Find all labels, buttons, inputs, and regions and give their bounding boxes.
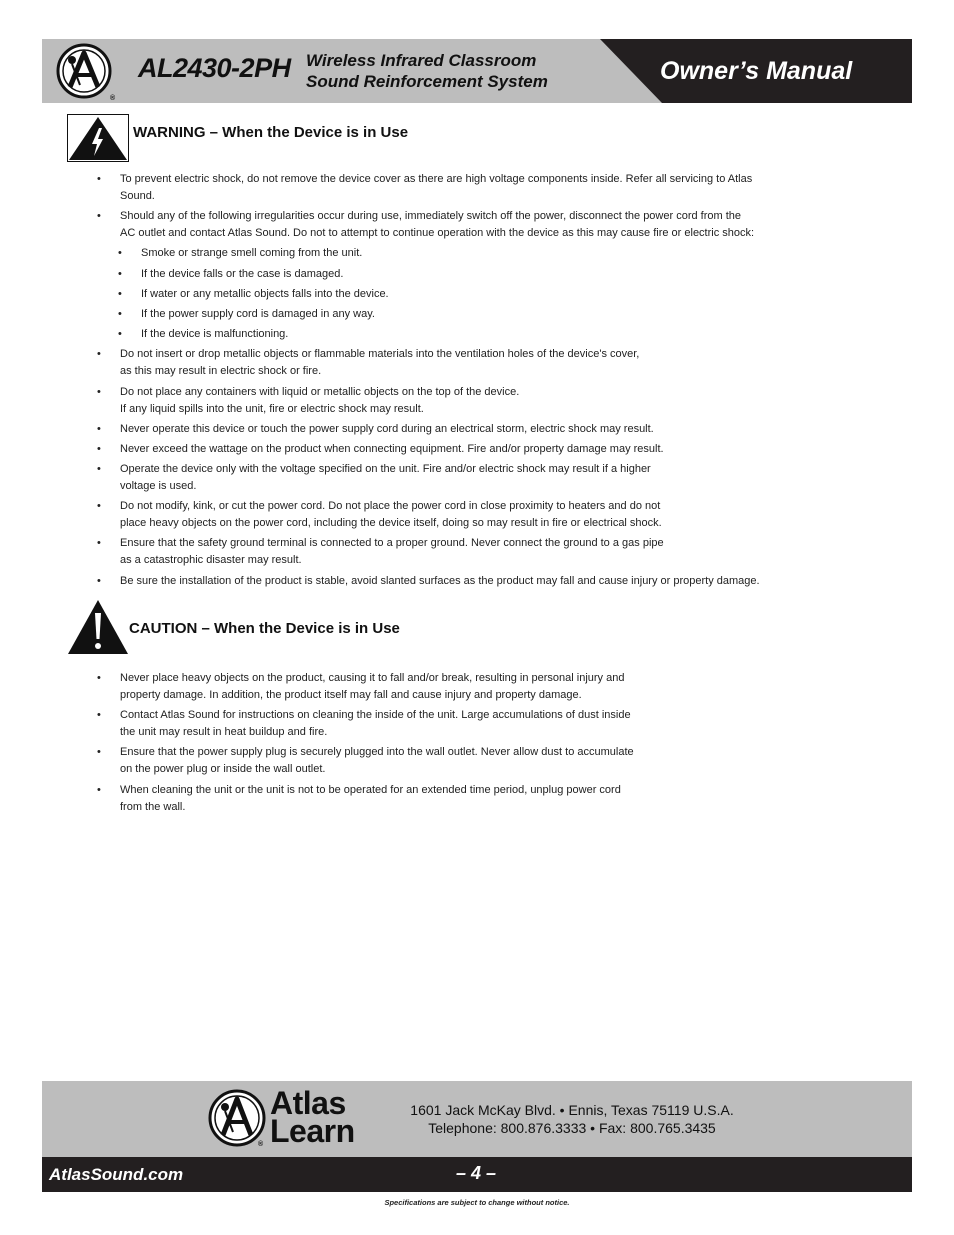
list-item bbox=[96, 171, 760, 205]
warning-list bbox=[96, 171, 760, 593]
registered-mark: ® bbox=[110, 95, 116, 102]
address-line: 1601 Jack McKay Blvd. • Ennis, Texas 75119 U.S.A. bbox=[410, 1102, 734, 1118]
list-item-text: • Do not modify, kink, or cut the power cord. Do not place the power cord in close proximity to heaters and do not bbox=[120, 500, 661, 513]
list-item-text: • Do not insert or drop metallic objects or flammable materials into the ventilation holes of the device's cover, bbox=[120, 348, 640, 361]
exclamation-triangle-icon bbox=[67, 599, 129, 655]
page-header bbox=[42, 39, 912, 103]
warning-heading: WARNING – When the Device is in Use bbox=[133, 124, 409, 141]
subtitle-line: Sound Reinforcement System bbox=[306, 72, 548, 91]
list-item-text: property damage. In addition, the product itself may fall and cause injury and property damage. bbox=[120, 689, 582, 701]
sub-list-item bbox=[96, 266, 760, 283]
list-item-text: place heavy objects on the power cord, including the device itself, doing so may result in fire or electrical shock. bbox=[120, 517, 662, 530]
list-item bbox=[96, 346, 760, 380]
list-item-text: from the wall. bbox=[120, 800, 186, 813]
page-footer bbox=[42, 1081, 912, 1192]
list-item-text: the unit may result in heat buildup and fire. bbox=[120, 726, 328, 739]
list-item-text: • Smoke or strange smell coming from the unit. bbox=[141, 247, 363, 260]
sub-list-item bbox=[96, 306, 760, 323]
phone-fax-line: Telephone: 800.876.3333 • Fax: 800.765.3435 bbox=[428, 1120, 716, 1136]
list-item-text: • Operate the device only with the voltage specified on the unit. Fire and/or electric shock may result if a higher bbox=[120, 463, 651, 476]
list-item-text: as a catastrophic disaster may result. bbox=[120, 554, 302, 567]
atlas-learn-wordmark bbox=[270, 1085, 355, 1149]
list-item bbox=[96, 535, 760, 569]
list-item bbox=[96, 208, 760, 242]
list-item bbox=[96, 573, 760, 590]
page-number: – 4 – bbox=[456, 1163, 497, 1183]
brand-line: Learn bbox=[270, 1113, 355, 1149]
list-item-text: voltage is used. bbox=[120, 480, 197, 493]
list-item bbox=[96, 384, 760, 418]
list-item-text: • Never place heavy objects on the product, causing it to fall and/or break, resulting in personal injury and bbox=[120, 672, 625, 684]
atlas-learn-logo-icon bbox=[208, 1089, 266, 1147]
list-item-text: • Never exceed the wattage on the product when connecting equipment. Fire and/or property damage may result. bbox=[120, 442, 664, 455]
list-item bbox=[96, 498, 760, 532]
model-number: AL2430-2PH bbox=[138, 53, 291, 83]
atlas-sound-logo-icon bbox=[56, 43, 112, 99]
list-item bbox=[96, 782, 634, 816]
list-item-text: Sound. bbox=[120, 190, 155, 202]
list-item-text: • Do not place any containers with liquid or metallic objects on the top of the device. bbox=[120, 385, 520, 398]
caution-heading: CAUTION – When the Device is in Use bbox=[129, 620, 400, 637]
list-item bbox=[96, 744, 634, 778]
list-item-text: • Be sure the installation of the product is stable, avoid slanted surfaces as the product may fall and cause injury or property damage. bbox=[120, 574, 760, 587]
list-item-text: • Ensure that the power supply plug is securely plugged into the wall outlet. Never allow dust to accumulate bbox=[120, 746, 634, 759]
list-item-text: • Should any of the following irregularities occur during use, immediately switch off the power, disconnect the power cord from the bbox=[120, 210, 742, 223]
list-item-text: • If the device falls or the case is damaged. bbox=[141, 267, 344, 280]
company-address bbox=[394, 1101, 750, 1137]
website-link[interactable]: AtlasSound.com bbox=[49, 1165, 184, 1184]
subtitle-line: Wireless Infrared Classroom bbox=[306, 51, 537, 70]
list-item bbox=[96, 707, 634, 741]
list-item-text: • If water or any metallic objects falls into the device. bbox=[141, 287, 389, 300]
registered-mark: ® bbox=[258, 1141, 264, 1148]
lightning-bolt-warning-icon bbox=[67, 114, 129, 162]
sub-list-item bbox=[96, 326, 760, 343]
list-item-text: as this may result in electric shock or fire. bbox=[120, 365, 322, 378]
list-item-text: • If the power supply cord is damaged in any way. bbox=[141, 307, 375, 320]
sub-list-item bbox=[96, 245, 760, 262]
list-item-text: • Contact Atlas Sound for instructions on cleaning the inside of the unit. Large accumulations of dust inside bbox=[120, 709, 631, 722]
list-item-text: • Ensure that the safety ground terminal is connected to a proper ground. Never connect the ground to a gas pipe bbox=[120, 537, 664, 550]
list-item-text: If any liquid spills into the unit, fire or electric shock may result. bbox=[120, 402, 424, 415]
list-item bbox=[96, 421, 760, 438]
product-subtitle bbox=[306, 50, 548, 92]
disclaimer-note: Specifications are subject to change without notice. bbox=[384, 1198, 570, 1207]
list-item-text: • To prevent electric shock, do not remove the device cover as there are high voltage components inside. Refer all servicing to Atlas bbox=[120, 173, 753, 185]
list-item-text: AC outlet and contact Atlas Sound. Do not to attempt to continue operation with the device as this may cause fire or electric shock: bbox=[120, 227, 755, 240]
list-item-text: • Never operate this device or touch the power supply cord during an electrical storm, electric shock may result. bbox=[120, 422, 654, 435]
list-item-text: on the power plug or inside the wall outlet. bbox=[120, 763, 326, 776]
list-item bbox=[96, 670, 634, 704]
brand-line: Atlas bbox=[270, 1085, 346, 1121]
list-item bbox=[96, 441, 760, 458]
list-item bbox=[96, 461, 760, 495]
manual-title: Owner’s Manual bbox=[660, 57, 853, 85]
caution-list bbox=[96, 670, 634, 819]
sub-list-item bbox=[96, 286, 760, 303]
list-item-text: • If the device is malfunctioning. bbox=[141, 328, 289, 341]
list-item-text: • When cleaning the unit or the unit is not to be operated for an extended time period, unplug power cord bbox=[120, 783, 621, 796]
footer-bar bbox=[42, 1157, 912, 1192]
